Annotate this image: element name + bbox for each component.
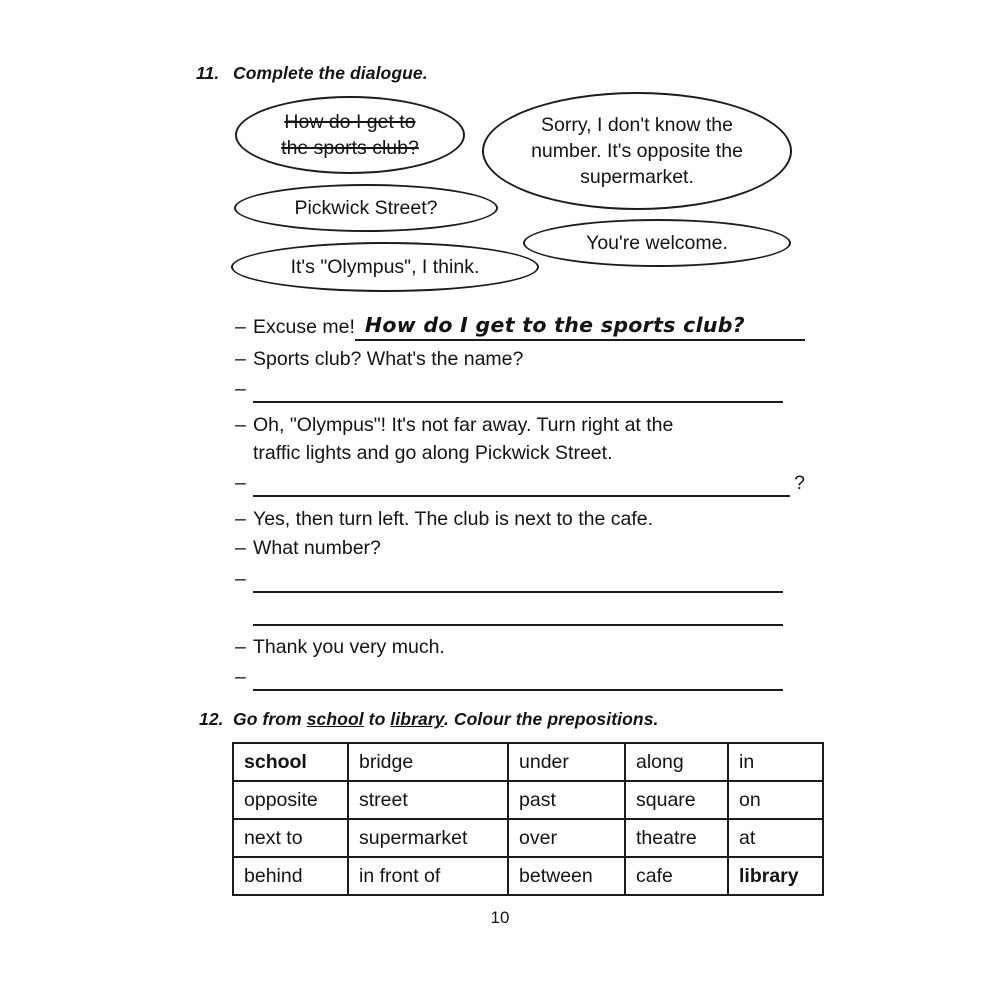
table-cell: street <box>348 781 508 819</box>
exercise-12-title-library: library <box>390 709 444 729</box>
dialogue-dash: – <box>235 472 246 494</box>
speech-bubble-welcome <box>523 219 791 267</box>
dialogue-line-4 <box>235 410 805 439</box>
table-cell: behind <box>233 857 348 895</box>
dialogue-dash: – <box>235 636 246 658</box>
table-cell: between <box>508 857 625 895</box>
dialogue-line-9 <box>235 564 805 593</box>
table-cell: next to <box>233 819 348 857</box>
exercise-12-title-part: to <box>363 709 391 729</box>
dialogue-line-3 <box>235 374 805 403</box>
dialogue-dash: – <box>235 316 246 338</box>
table-cell: over <box>508 819 625 857</box>
dialogue-line-7-text: Yes, then turn left. The club is next to the cafe. <box>253 508 653 530</box>
table-cell: at <box>728 819 823 857</box>
table-cell: square <box>625 781 728 819</box>
table-cell: opposite <box>233 781 348 819</box>
table-row <box>233 819 823 857</box>
speech-bubble-welcome-text: You're welcome. <box>586 232 728 254</box>
dialogue-line-5 <box>235 438 805 467</box>
dialogue-dash: – <box>235 568 246 590</box>
table-cell-library: library <box>728 857 823 895</box>
dialogue-line-2-text: Sports club? What's the name? <box>253 348 524 370</box>
exercise-12-title-part: Go from <box>233 709 307 729</box>
prepositions-table <box>232 742 824 896</box>
speech-bubble-pickwick-text: Pickwick Street? <box>294 197 438 219</box>
answer-blank <box>253 374 783 403</box>
table-cell: past <box>508 781 625 819</box>
table-cell: bridge <box>348 743 508 781</box>
filled-answer: How do I get to the sports club? <box>355 311 805 341</box>
answer-blank <box>253 597 783 626</box>
speech-bubble-crossed <box>235 96 465 174</box>
exercise-12-title <box>233 709 659 730</box>
table-row <box>233 857 823 895</box>
dialogue-line-7 <box>235 504 805 533</box>
dialogue-dash: – <box>235 666 246 688</box>
page-number: 10 <box>490 908 510 927</box>
speech-bubble-olympus <box>231 242 539 292</box>
dialogue-line-6 <box>235 468 805 497</box>
table-cell: theatre <box>625 819 728 857</box>
answer-blank <box>253 564 783 593</box>
speech-bubble-pickwick <box>234 184 498 232</box>
dialogue-line-12 <box>235 662 805 691</box>
dialogue-line-5-text: traffic lights and go along Pickwick Street. <box>253 442 613 464</box>
exercise-11-header <box>196 63 428 84</box>
dialogue-dash: – <box>235 508 246 530</box>
dialogue-dash: – <box>235 537 246 559</box>
speech-bubble-olympus-text: It's "Olympus", I think. <box>290 256 480 278</box>
speech-bubble-sorry-text: Sorry, I don't know the number. It's opposite the supermarket. <box>531 114 743 188</box>
exercise-12-title-school: school <box>306 709 364 729</box>
dialogue-line-8-text: What number? <box>253 537 381 559</box>
question-mark: ? <box>794 472 805 494</box>
exercise-11-title: Complete the dialogue. <box>233 63 428 83</box>
dialogue-line-11-text: Thank you very much. <box>253 636 445 658</box>
dialogue-line-10 <box>235 597 805 626</box>
table-cell: in front of <box>348 857 508 895</box>
answer-blank <box>253 662 783 691</box>
dialogue-dash: – <box>235 414 246 436</box>
table-cell: cafe <box>625 857 728 895</box>
dialogue-line-8 <box>235 533 805 562</box>
table-cell: along <box>625 743 728 781</box>
table-cell: under <box>508 743 625 781</box>
dialogue-dash: – <box>235 348 246 370</box>
exercise-12-header <box>199 709 659 730</box>
dialogue-line-1 <box>235 312 805 341</box>
table-cell: on <box>728 781 823 819</box>
dialogue-line-4-text: Oh, "Olympus"! It's not far away. Turn right at the <box>253 414 674 436</box>
answer-blank <box>253 468 790 497</box>
dialogue-line-2 <box>235 344 805 373</box>
table-cell: in <box>728 743 823 781</box>
speech-bubble-crossed-text: How do I get to the sports club? <box>281 111 419 159</box>
exercise-11-number: 11. <box>196 63 220 83</box>
dialogue-line-1-text: Excuse me! <box>253 316 355 338</box>
table-row <box>233 743 823 781</box>
table-cell-school: school <box>233 743 348 781</box>
table-row <box>233 781 823 819</box>
exercise-12-title-part: . Colour the prepositions. <box>443 709 659 729</box>
table-cell: supermarket <box>348 819 508 857</box>
dialogue-line-11 <box>235 632 805 661</box>
speech-bubble-sorry <box>482 92 792 210</box>
dialogue-dash: – <box>235 378 246 400</box>
exercise-12-number: 12. <box>199 709 224 729</box>
